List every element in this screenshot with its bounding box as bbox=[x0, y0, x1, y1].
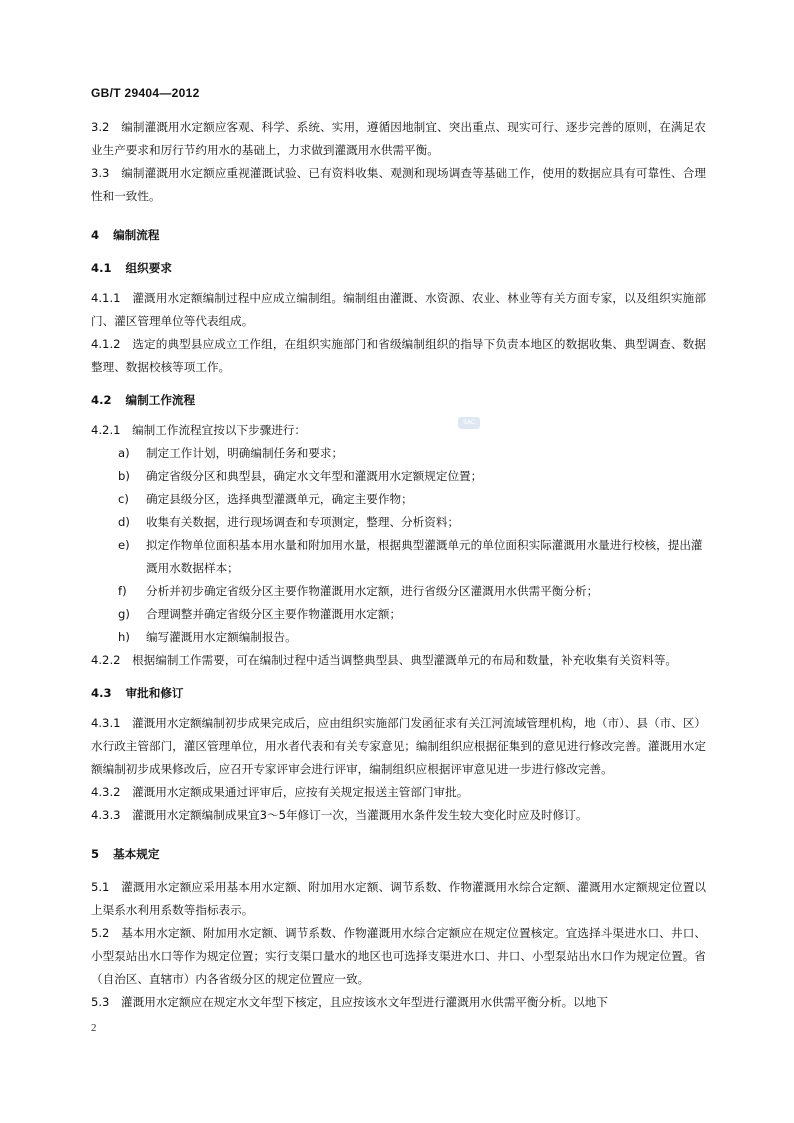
list-item-text: 分析并初步确定省级分区主要作物灌溉用水定额，进行省级分区灌溉用水供需平衡分析； bbox=[146, 584, 599, 598]
clause-4-3-1: 4.3.1 灌溉用水定额编制初步成果完成后，应由组织实施部门发函征求有关江河流域管理机构，地（市）、县（市、区）水行政主管部门，灌区管理单位，用水者代表和有关专家意见；编制组织应根据征集到的意见进行修改完善。灌溉用水定额编制初步成果修改后，应召开专家评审会进行评审，编制组织应根据评审意见进一步进行修改完善。 bbox=[91, 716, 706, 776]
list-item-label: c) bbox=[118, 492, 129, 506]
list-item-text: 收集有关数据，进行现场调查和专项测定，整理、分析资料； bbox=[146, 515, 460, 529]
list-item-text: 制定工作计划，明确编制任务和要求； bbox=[146, 446, 344, 460]
section-title: 基本规定 bbox=[113, 847, 160, 861]
list-item bbox=[91, 534, 706, 580]
sac-watermark-logo: SAC bbox=[458, 417, 480, 429]
clause-5-2: 5.2 基本用水定额、附加用水定额、调节系数、作物灌溉用水综合定额应在规定位置核定。宜选择斗渠进水口、井口、小型泵站出水口等作为规定位置；实行支渠口量水的地区也可选择支渠进水口、井口、小型泵站出水口作为规定位置。省（自治区、直辖市）内各省级分区的规定位置应一致。 bbox=[91, 926, 706, 986]
section-5-heading bbox=[91, 843, 706, 866]
list-item bbox=[91, 511, 706, 534]
clause-3-2: 3.2 编制灌溉用水定额应客观、科学、系统、实用，遵循因地制宜、突出重点、现实可行、逐步完善的原则，在满足农业生产要求和厉行节约用水的基础上，力求做到灌溉用水供需平衡。 bbox=[91, 120, 706, 157]
clause-4-3-3: 4.3.3 灌溉用水定额编制成果宜3～5年修订一次，当灌溉用水条件发生较大变化时应及时修订。 bbox=[91, 808, 588, 822]
list-item-text: 确定省级分区和典型县，确定水文年型和灌溉用水定额规定位置； bbox=[146, 469, 483, 483]
list-item-label: d) bbox=[118, 515, 130, 529]
section-number: 4.1 bbox=[91, 261, 112, 275]
list-item bbox=[91, 580, 706, 603]
section-4-2-heading bbox=[91, 389, 706, 412]
page-number: 2 bbox=[91, 1022, 97, 1034]
list-item bbox=[91, 442, 706, 465]
section-4-heading bbox=[91, 224, 706, 247]
clause-4-2-1: 4.2.1 编制工作流程宜按以下步骤进行： bbox=[91, 423, 307, 437]
list-item-label: f) bbox=[118, 584, 127, 598]
clause-4-1-1: 4.1.1 灌溉用水定额编制过程中应成立编制组。编制组由灌溉、水资源、农业、林业等有关方面专家，以及组织实施部门、灌区管理单位等代表组成。 bbox=[91, 291, 706, 328]
section-title: 编制流程 bbox=[113, 228, 160, 242]
section-title: 组织要求 bbox=[125, 261, 172, 275]
section-4-3-heading bbox=[91, 682, 706, 705]
section-title: 审批和修订 bbox=[125, 686, 184, 700]
section-number: 4.3 bbox=[91, 686, 112, 700]
clause-4-2-2: 4.2.2 根据编制工作需要，可在编制过程中适当调整典型县、典型灌溉单元的布局和数量，补充收集有关资料等。 bbox=[91, 653, 678, 667]
clause-4-1-2: 4.1.2 选定的典型县应成立工作组，在组织实施部门和省级编制组织的指导下负责本地区的数据收集、典型调查、数据整理、数据校核等项工作。 bbox=[91, 337, 706, 374]
clause-4-3-2: 4.3.2 灌溉用水定额成果通过评审后，应按有关规定报送主管部门审批。 bbox=[91, 785, 469, 799]
list-item-text: 编写灌溉用水定额编制报告。 bbox=[146, 630, 297, 644]
clause-5-1: 5.1 灌溉用水定额应采用基本用水定额、附加用水定额、调节系数、作物灌溉用水综合定额、灌溉用水定额规定位置以上渠系水利用系数等指标表示。 bbox=[91, 880, 706, 917]
list-item bbox=[91, 603, 706, 626]
list-item-label: a) bbox=[118, 446, 130, 460]
list-item-label: b) bbox=[118, 469, 130, 483]
clause-3-3: 3.3 编制灌溉用水定额应重视灌溉试验、已有资料收集、观测和现场调查等基础工作，使用的数据应具有可靠性、合理性和一致性。 bbox=[91, 166, 706, 203]
list-item-label: g) bbox=[118, 607, 130, 621]
section-number: 5 bbox=[91, 847, 100, 861]
document-body bbox=[91, 116, 706, 1014]
workflow-steps-list bbox=[91, 442, 706, 649]
section-title: 编制工作流程 bbox=[125, 393, 196, 407]
clause-5-3: 5.3 灌溉用水定额应在规定水文年型下核定，且应按该水文年型进行灌溉用水供需平衡分析。以地下 bbox=[91, 995, 608, 1009]
section-4-1-heading bbox=[91, 257, 706, 280]
list-item-text: 合理调整并确定省级分区主要作物灌溉用水定额； bbox=[146, 607, 402, 621]
list-item bbox=[91, 465, 706, 488]
list-item bbox=[91, 488, 706, 511]
standard-number-header: GB/T 29404—2012 bbox=[91, 86, 200, 100]
list-item bbox=[91, 626, 706, 649]
section-number: 4.2 bbox=[91, 393, 112, 407]
list-item-label: e) bbox=[118, 538, 130, 552]
section-number: 4 bbox=[91, 228, 100, 242]
list-item-label: h) bbox=[118, 630, 130, 644]
list-item-text: 拟定作物单位面积基本用水量和附加用水量，根据典型灌溉单元的单位面积实际灌溉用水量进行校核，提出灌溉用水数据样本； bbox=[146, 538, 703, 575]
list-item-text: 确定县级分区，选择典型灌溉单元，确定主要作物； bbox=[146, 492, 413, 506]
